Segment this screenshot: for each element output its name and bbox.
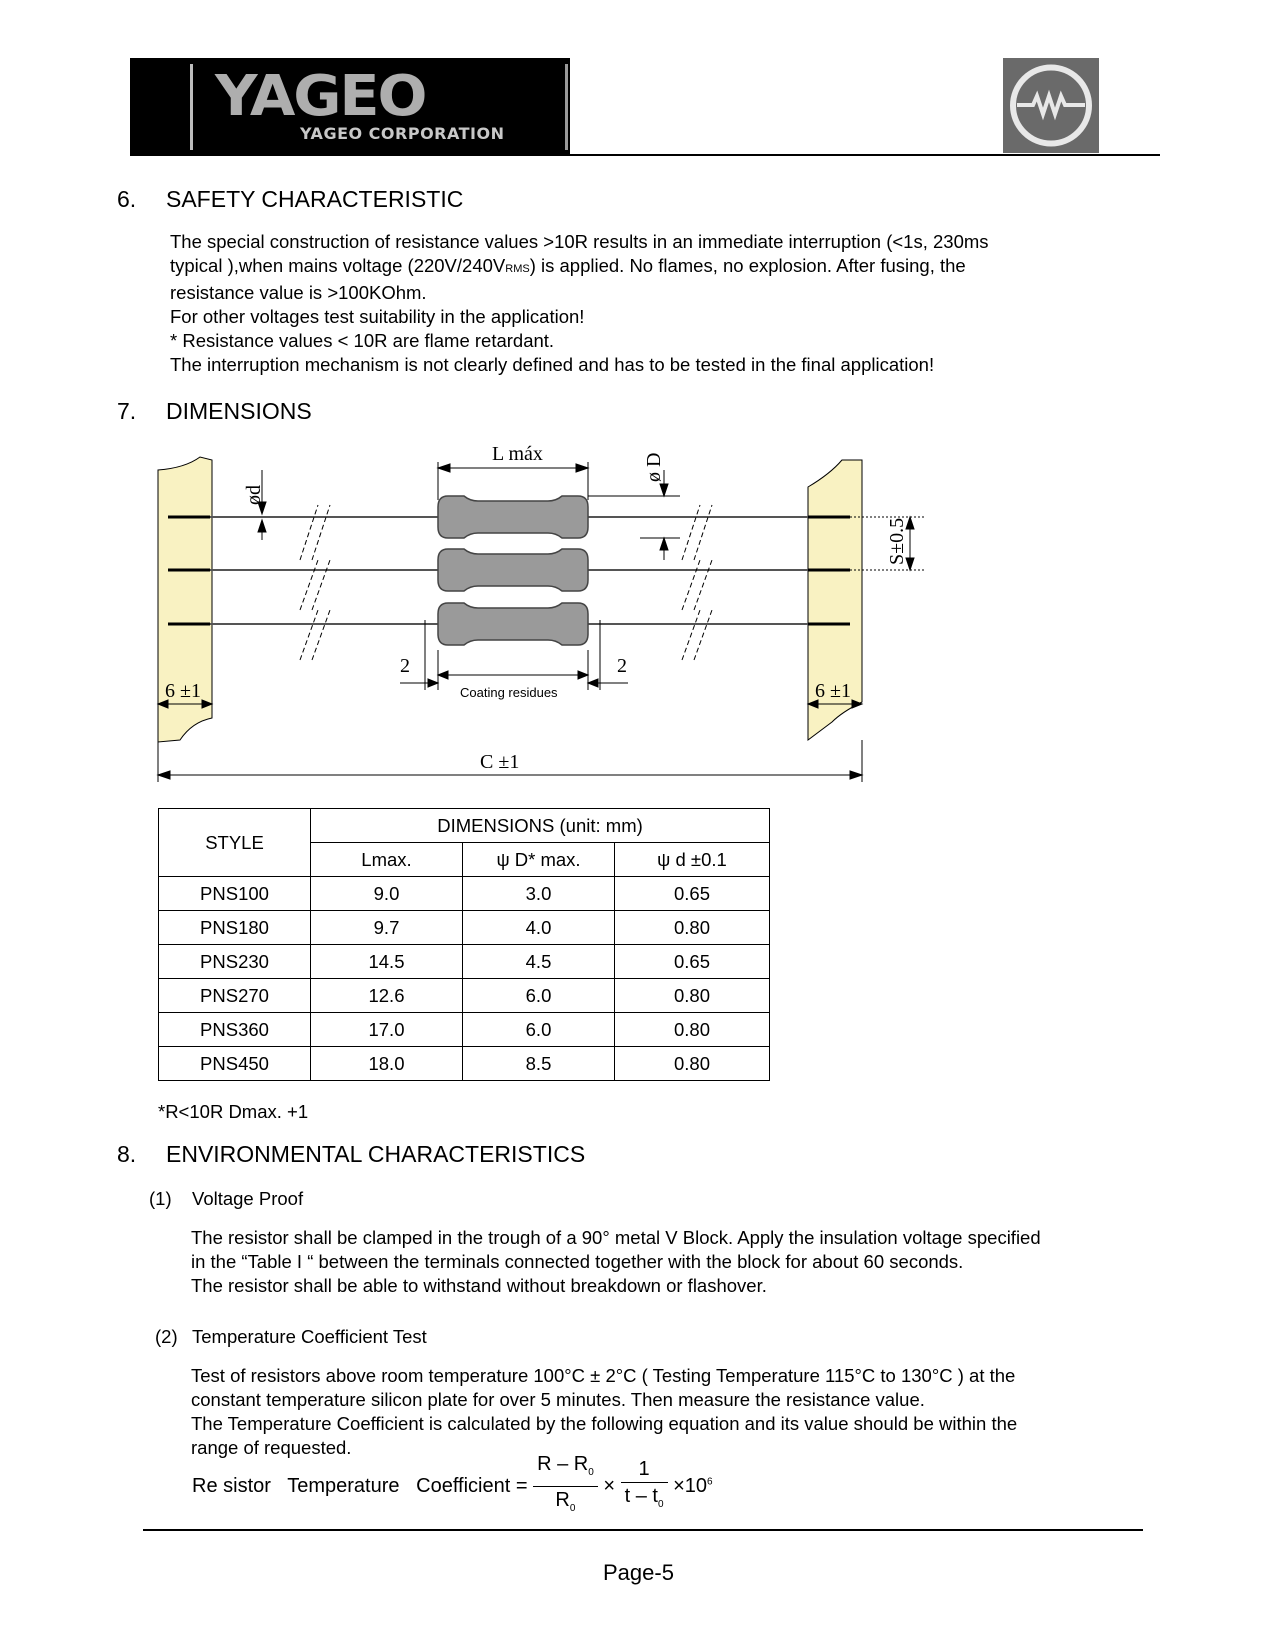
s-label: S±0.5: [886, 517, 908, 565]
section-number: 8.: [117, 1141, 137, 1167]
two-left-label: 2: [400, 655, 410, 677]
six-right-label: 6 ±1: [815, 680, 851, 702]
d-big-label: ø D: [643, 452, 665, 482]
fraction-1: $\frac{R - R_0}{R_0}$: [533, 1451, 598, 1522]
lmax-header: Lmax.: [311, 843, 463, 877]
logo-subtitle: YAGEO CORPORATION: [300, 124, 505, 143]
logo-wordmark: YAGEO: [215, 64, 426, 129]
dmax-header: ψ D* max.: [463, 843, 615, 877]
footer-rule: [143, 1529, 1143, 1531]
table-row: PNS100 9.0 3.0 0.65: [159, 877, 770, 911]
two-right-label: 2: [617, 655, 627, 677]
table-row: PNS270 12.6 6.0 0.80: [159, 979, 770, 1013]
page-number: Page-5: [603, 1560, 674, 1585]
coating-residues-label: Coating residues: [460, 685, 558, 700]
section-title: SAFETY CHARACTERISTIC: [166, 186, 464, 212]
dimensions-group-header: DIMENSIONS (unit: mm): [311, 809, 770, 843]
table-row: PNS180 9.7 4.0 0.80: [159, 911, 770, 945]
style-header: STYLE: [159, 809, 311, 877]
temperature-coefficient-equation: Re sistor Temperature Coefficient = $\frac{R - R_0}{R_0}$ × $\frac{1}{t - t_0}$ $\times 10^6$: [192, 1451, 713, 1522]
subsection-title: Voltage Proof: [192, 1188, 304, 1209]
d-small-label: ød: [243, 485, 265, 505]
table-note: *R<10R Dmax. +1: [158, 1101, 309, 1122]
c-label: C ±1: [480, 751, 520, 773]
table-row: PNS230 14.5 4.5 0.65: [159, 945, 770, 979]
table-row: PNS360 17.0 6.0 0.80: [159, 1013, 770, 1047]
safety-paragraph: The special construction of resistance values >10R results in an immediate interruption (<1s, 230ms typical ),when mains voltage (220V/240VRMS) is applied. No flames, no explosion. After fusing, the resistance value is >100KOhm. For other voltages test suitability in the application! * Resistance values < 10R are flame retardant. The interruption mechanism is not clearly defined and has to be tested in the final application!: [170, 231, 989, 375]
section-number: 7.: [117, 398, 137, 424]
fraction-2: $\frac{1}{t - t_0}$: [621, 1456, 668, 1518]
section-title: DIMENSIONS: [166, 398, 312, 424]
section-title: ENVIRONMENTAL CHARACTERISTICS: [166, 1141, 586, 1167]
l-max-label: L máx: [492, 443, 543, 465]
subsection-number: (2): [155, 1326, 178, 1347]
temperature-coefficient-paragraph: Test of resistors above room temperature 100°C ± 2°C ( Testing Temperature 115°C to 130°C ) at the constant temperature silicon plate for over 5 minutes. Then measure the resistance value. The Temperature Coefficient is calculated by the following equation and its value should be within the range of requested.: [191, 1365, 1018, 1458]
subsection-number: (1): [149, 1188, 172, 1209]
d-header: ψ d ±0.1: [615, 843, 770, 877]
section-number: 6.: [117, 186, 137, 212]
table-row: PNS450 18.0 8.5 0.80: [159, 1047, 770, 1081]
voltage-proof-paragraph: The resistor shall be clamped in the trough of a 90° metal V Block. Apply the insulation voltage specified in the “Table I “ between the terminals connected together with the block for about 60 seconds. The resistor shall be able to withstand without breakdown or flashover.: [191, 1227, 1041, 1296]
six-left-label: 6 ±1: [165, 680, 201, 702]
dimensions-table: [158, 808, 770, 1081]
subsection-title: Temperature Coefficient Test: [192, 1326, 427, 1347]
dimension-diagram: [0, 0, 1275, 800]
